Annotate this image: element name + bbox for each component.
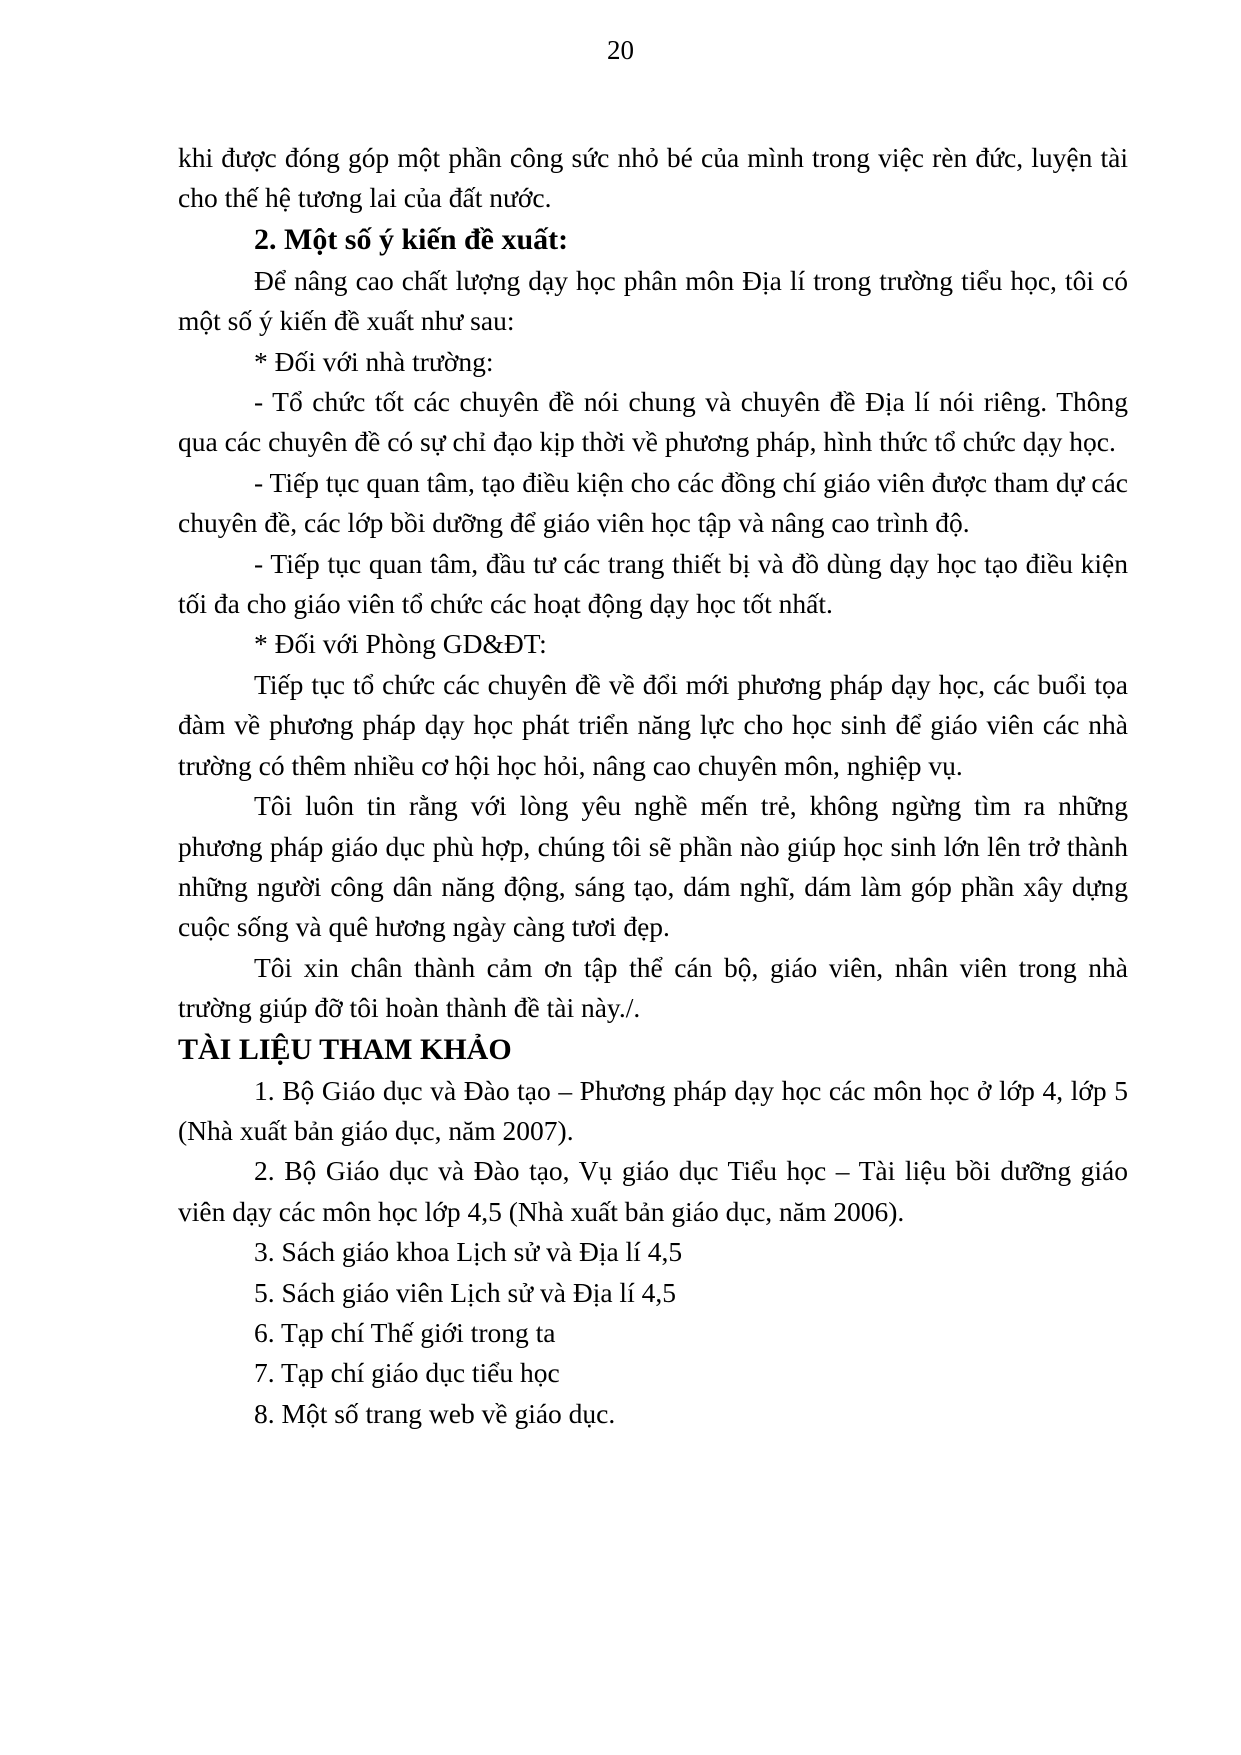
office-paragraph: Tiếp tục tổ chức các chuyên đề về đổi mới phương pháp dạy học, các buổi tọa đàm về phương pháp dạy học phát triển năng lực cho học sinh để giáo viên các nhà trường có thêm nhiều cơ hội học hỏi, nâng cao chuyên môn, nghiệp vụ.	[178, 668, 1128, 781]
belief-paragraph: Tôi luôn tin rằng với lòng yêu nghề mến trẻ, không ngừng tìm ra những phương pháp giáo dục phù hợp, chúng tôi sẽ phần nào giúp học sinh lớn lên trở thành những người công dân năng động, sáng tạo, dám nghĩ, dám làm góp phần xây dựng cuộc sống và quê hương ngày càng tươi đẹp.	[178, 790, 1128, 943]
reference-item: 3. Sách giáo khoa Lịch sử và Địa lí 4,5	[254, 1236, 683, 1268]
document-body	[178, 138, 1128, 1434]
reference-item: 1. Bộ Giáo dục và Đào tạo – Phương pháp dạy học các môn học ở lớp 4, lớp 5 (Nhà xuất bản giáo dục, năm 2007).	[178, 1074, 1128, 1146]
reference-item: 8. Một số trang web về giáo dục.	[254, 1397, 616, 1429]
reference-item: 6. Tạp chí Thế giới trong ta	[254, 1316, 556, 1348]
school-item: - Tiếp tục quan tâm, đầu tư các trang thiết bị và đồ dùng dạy học tạo điều kiện tối đa cho giáo viên tổ chức các hoạt động dạy học tốt nhất.	[178, 547, 1128, 620]
intro-paragraph: Để nâng cao chất lượng dạy học phân môn Địa lí trong trường tiểu học, tôi có một số ý kiến đề xuất như sau:	[178, 264, 1128, 337]
references-title: TÀI LIỆU THAM KHẢO	[178, 1032, 512, 1066]
school-item: - Tổ chức tốt các chuyên đề nói chung và chuyên đề Địa lí nói riêng. Thông qua các chuyên đề có sự chỉ đạo kịp thời về phương pháp, hình thức tổ chức dạy học.	[178, 386, 1128, 458]
opening-paragraph: khi được đóng góp một phần công sức nhỏ bé của mình trong việc rèn đức, luyện tài cho thế hệ tương lai của đất nước.	[178, 142, 1128, 214]
page-number: 20	[607, 35, 634, 65]
school-heading: * Đối với nhà trường:	[254, 345, 494, 377]
office-heading: * Đối với Phòng GD&ĐT:	[254, 628, 547, 660]
thanks-paragraph: Tôi xin chân thành cảm ơn tập thể cán bộ, giáo viên, nhân viên trong nhà trường giúp đỡ tôi hoàn thành đề tài này./.	[178, 951, 1128, 1024]
reference-item: 7. Tạp chí giáo dục tiểu học	[254, 1357, 560, 1389]
section-heading: 2. Một số ý kiến đề xuất:	[254, 222, 569, 256]
reference-item: 5. Sách giáo viên Lịch sử và Địa lí 4,5	[254, 1276, 676, 1308]
school-item: - Tiếp tục quan tâm, tạo điều kiện cho các đồng chí giáo viên được tham dự các chuyên đề, các lớp bồi dưỡng để giáo viên học tập và nâng cao trình độ.	[178, 466, 1128, 539]
reference-item: 2. Bộ Giáo dục và Đào tạo, Vụ giáo dục Tiểu học – Tài liệu bồi dưỡng giáo viên dạy các môn học lớp 4,5 (Nhà xuất bản giáo dục, năm 2006).	[178, 1155, 1128, 1227]
